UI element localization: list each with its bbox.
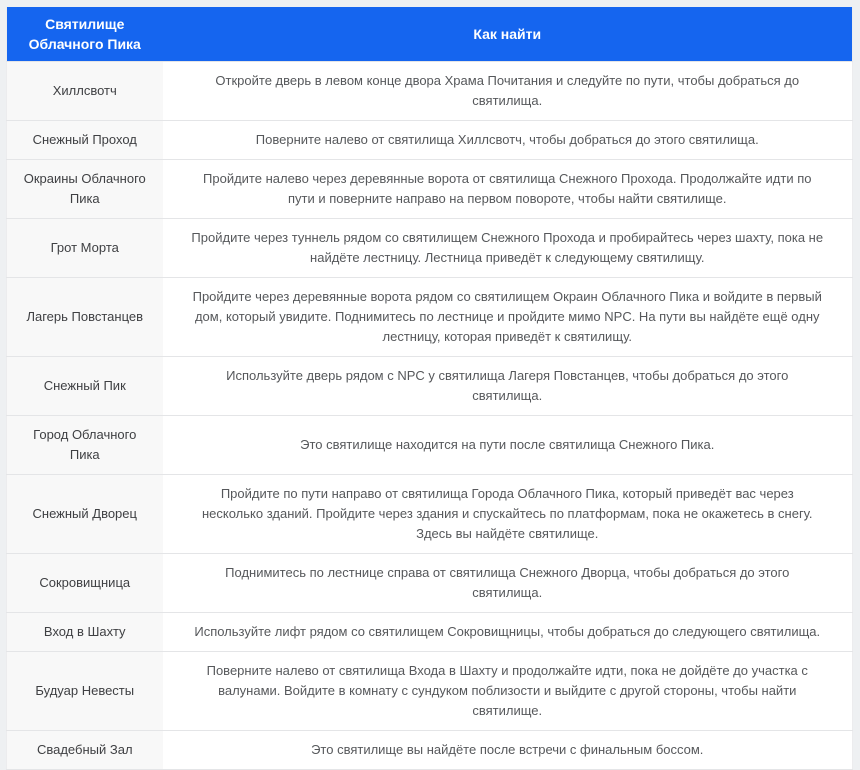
- table-row: [7, 554, 853, 613]
- shrine-name: Город Облачного Пика: [7, 416, 163, 475]
- shrine-directions: Используйте лифт рядом со святилищем Сокровищницы, чтобы добраться до следующего святилища.: [163, 613, 853, 652]
- shrine-name: Окраины Облачного Пика: [7, 160, 163, 219]
- shrine-name: Грот Морта: [7, 219, 163, 278]
- table-row: [7, 475, 853, 554]
- shrine-directions: Поверните налево от святилища Входа в Шахту и продолжайте идти, пока не дойдёте до участка с валунами. Войдите в комнату с сундуком поблизости и выйдите с другой стороны, чтобы найти святилище.: [163, 652, 853, 731]
- shrine-directions: Поверните налево от святилища Хиллсвотч, чтобы добраться до этого святилища.: [163, 121, 853, 160]
- table-row: [7, 160, 853, 219]
- table-row: [7, 416, 853, 475]
- shrine-directions: Пройдите по пути направо от святилища Города Облачного Пика, который приведёт вас через несколько зданий. Пройдите через здания и спускайтесь по платформам, пока не окажетесь в снегу. Здесь вы найдёте святилище.: [163, 475, 853, 554]
- shrine-directions: Откройте дверь в левом конце двора Храма Почитания и следуйте по пути, чтобы добраться до святилища.: [163, 62, 853, 121]
- shrine-name: Вход в Шахту: [7, 613, 163, 652]
- shrine-directions: Поднимитесь по лестнице справа от святилища Снежного Дворца, чтобы добраться до этого святилища.: [163, 554, 853, 613]
- shrine-directions: Это святилище находится на пути после святилища Снежного Пика.: [163, 416, 853, 475]
- column-header-shrine: Святилище Облачного Пика: [7, 7, 163, 62]
- shrine-name: Будуар Невесты: [7, 652, 163, 731]
- shrine-name: Сокровищница: [7, 554, 163, 613]
- table-body: [7, 62, 853, 770]
- table-row: [7, 278, 853, 357]
- shrine-name: Лагерь Повстанцев: [7, 278, 163, 357]
- shrine-directions: Пройдите через деревянные ворота рядом со святилищем Окраин Облачного Пика и войдите в первый дом, который увидите. Поднимитесь по лестнице и пройдите мимо NPC. На пути вы найдёте ещё одну лестницу, которая приведёт к святилищу.: [163, 278, 853, 357]
- table-row: [7, 357, 853, 416]
- shrine-name: Свадебный Зал: [7, 731, 163, 770]
- shrine-directions: Используйте дверь рядом с NPC у святилища Лагеря Повстанцев, чтобы добраться до этого святилища.: [163, 357, 853, 416]
- table-row: [7, 731, 853, 770]
- header-row: [7, 7, 853, 62]
- table-row: [7, 652, 853, 731]
- table-header: [7, 7, 853, 62]
- shrine-directions: Пройдите налево через деревянные ворота от святилища Снежного Прохода. Продолжайте идти по пути и поверните направо на первом повороте, чтобы найти святилище.: [163, 160, 853, 219]
- table-row: [7, 62, 853, 121]
- table-row: [7, 613, 853, 652]
- shrine-name: Снежный Пик: [7, 357, 163, 416]
- shrine-guide-table: [6, 7, 853, 770]
- shrine-name: Хиллсвотч: [7, 62, 163, 121]
- shrine-name: Снежный Дворец: [7, 475, 163, 554]
- table-row: [7, 219, 853, 278]
- shrine-directions: Это святилище вы найдёте после встречи с финальным боссом.: [163, 731, 853, 770]
- table-row: [7, 121, 853, 160]
- shrine-name: Снежный Проход: [7, 121, 163, 160]
- shrine-directions: Пройдите через туннель рядом со святилищем Снежного Прохода и пробирайтесь через шахту, пока не найдёте лестницу. Лестница приведёт к следующему святилищу.: [163, 219, 853, 278]
- column-header-how-to-find: Как найти: [163, 7, 853, 62]
